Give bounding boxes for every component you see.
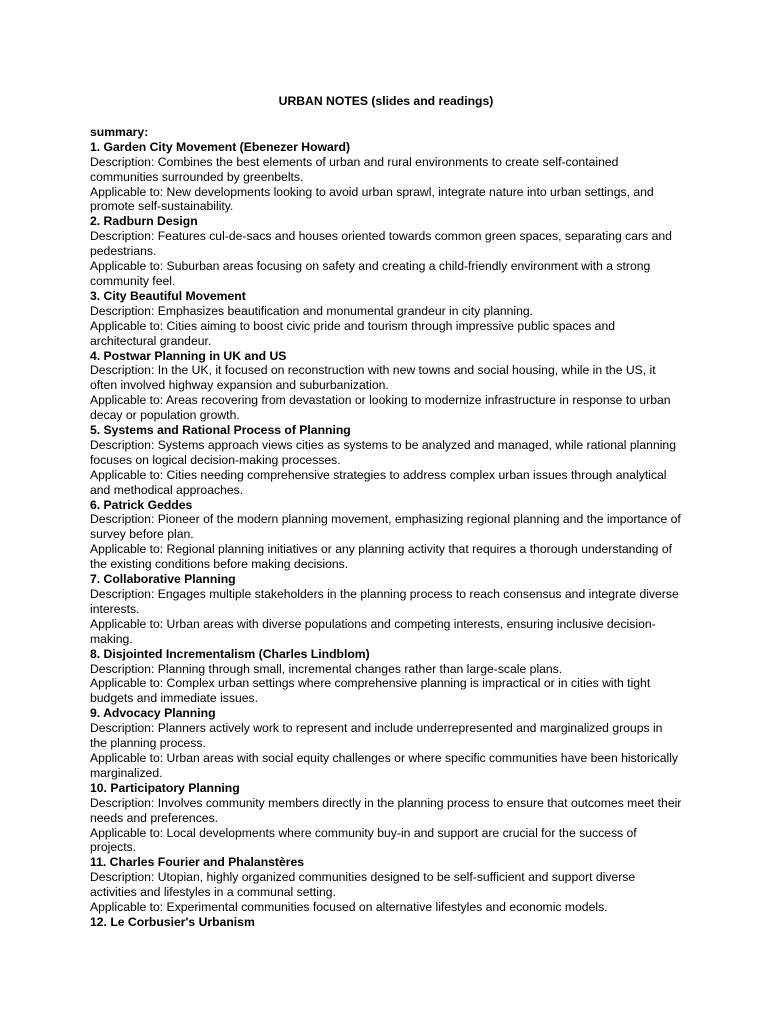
- item-heading: 8. Disjointed Incrementalism (Charles Lindblom): [90, 646, 370, 661]
- list-item: [90, 214, 682, 289]
- item-description: Description: Systems approach views cities as systems to be analyzed and managed, while rational planning focuses on logical decision-making processes.: [90, 437, 676, 467]
- item-description: Description: Involves community members directly in the planning process to ensure that outcomes meet their needs and preferences.: [90, 795, 682, 825]
- item-heading: 6. Patrick Geddes: [90, 497, 193, 512]
- list-item: [90, 572, 682, 647]
- item-heading: 1. Garden City Movement (Ebenezer Howard): [90, 139, 351, 154]
- item-description: Description: Features cul-de-sacs and houses oriented towards common green spaces, separating cars and pedestrians.: [90, 229, 672, 259]
- item-heading: 11. Charles Fourier and Phalanstères: [90, 855, 305, 870]
- list-item: [90, 289, 682, 349]
- item-heading: 4. Postwar Planning in UK and US: [90, 348, 287, 363]
- item-description: Description: Pioneer of the modern planning movement, emphasizing regional planning and the importance of survey before plan.: [90, 512, 681, 542]
- item-description: Description: In the UK, it focused on reconstruction with new towns and social housing, while in the US, it often involved highway expansion and suburbanization.: [90, 363, 656, 393]
- item-applicable: Applicable to: Cities aiming to boost civic pride and tourism through impressive public spaces and architectural grandeur.: [90, 318, 616, 348]
- item-description: Description: Utopian, highly organized communities designed to be self-sufficient and support diverse activities and lifestyles in a communal setting.: [90, 870, 636, 900]
- list-item: [90, 781, 682, 856]
- item-heading: 2. Radburn Design: [90, 214, 198, 229]
- item-applicable: Applicable to: Urban areas with social equity challenges or where specific communities have been historically marginalized.: [90, 750, 679, 780]
- summary-label: summary:: [90, 124, 149, 139]
- item-heading: 9. Advocacy Planning: [90, 706, 216, 721]
- list-item: [90, 647, 682, 707]
- document-title: URBAN NOTES (slides and readings): [278, 94, 494, 108]
- list-item: [90, 140, 682, 215]
- item-applicable: Applicable to: Cities needing comprehensive strategies to address complex urban issues through analytical and methodical approaches.: [90, 467, 667, 497]
- item-heading: 5. Systems and Rational Process of Planning: [90, 423, 351, 438]
- item-heading: 12. Le Corbusier's Urbanism: [90, 914, 255, 929]
- item-heading: 3. City Beautiful Movement: [90, 288, 246, 303]
- list-item: [90, 706, 682, 781]
- item-applicable: Applicable to: Complex urban settings where comprehensive planning is impractical or in cities with tight budgets and immediate issues.: [90, 676, 651, 706]
- item-applicable: Applicable to: Suburban areas focusing on safety and creating a child-friendly environment with a strong community feel.: [90, 259, 651, 288]
- list-item: [90, 855, 682, 915]
- list-item: [90, 498, 682, 573]
- list-item: [90, 349, 682, 424]
- item-applicable: Applicable to: Areas recovering from devastation or looking to modernize infrastructure in response to urban decay or population growth.: [90, 393, 671, 423]
- list-item: [90, 915, 682, 930]
- item-applicable: Applicable to: New developments looking to avoid urban sprawl, integrate nature into urban settings, and promote self-sustainability.: [90, 184, 654, 214]
- item-applicable: Applicable to: Experimental communities focused on alternative lifestyles and economic models.: [90, 900, 608, 915]
- document-page: [90, 94, 682, 930]
- item-heading: 10. Participatory Planning: [90, 780, 240, 795]
- item-applicable: Applicable to: Local developments where community buy-in and support are crucial for the success of projects.: [90, 825, 637, 855]
- item-applicable: Applicable to: Urban areas with diverse populations and competing interests, ensuring inclusive decision-making.: [90, 616, 656, 646]
- item-description: Description: Planning through small, incremental changes rather than large-scale plans.: [90, 661, 563, 676]
- item-description: Description: Planners actively work to represent and include underrepresented and marginalized groups in the planning process.: [90, 721, 663, 751]
- item-description: Description: Engages multiple stakeholders in the planning process to reach consensus and integrate diverse interests.: [90, 587, 679, 616]
- item-heading: 7. Collaborative Planning: [90, 572, 236, 587]
- item-applicable: Applicable to: Regional planning initiatives or any planning activity that requires a thorough understanding of the existing conditions before making decisions.: [90, 542, 672, 572]
- item-description: Description: Emphasizes beautification and monumental grandeur in city planning.: [90, 303, 534, 318]
- list-item: [90, 423, 682, 498]
- item-description: Description: Combines the best elements of urban and rural environments to create self-contained communities surrounded by greenbelts.: [90, 154, 619, 184]
